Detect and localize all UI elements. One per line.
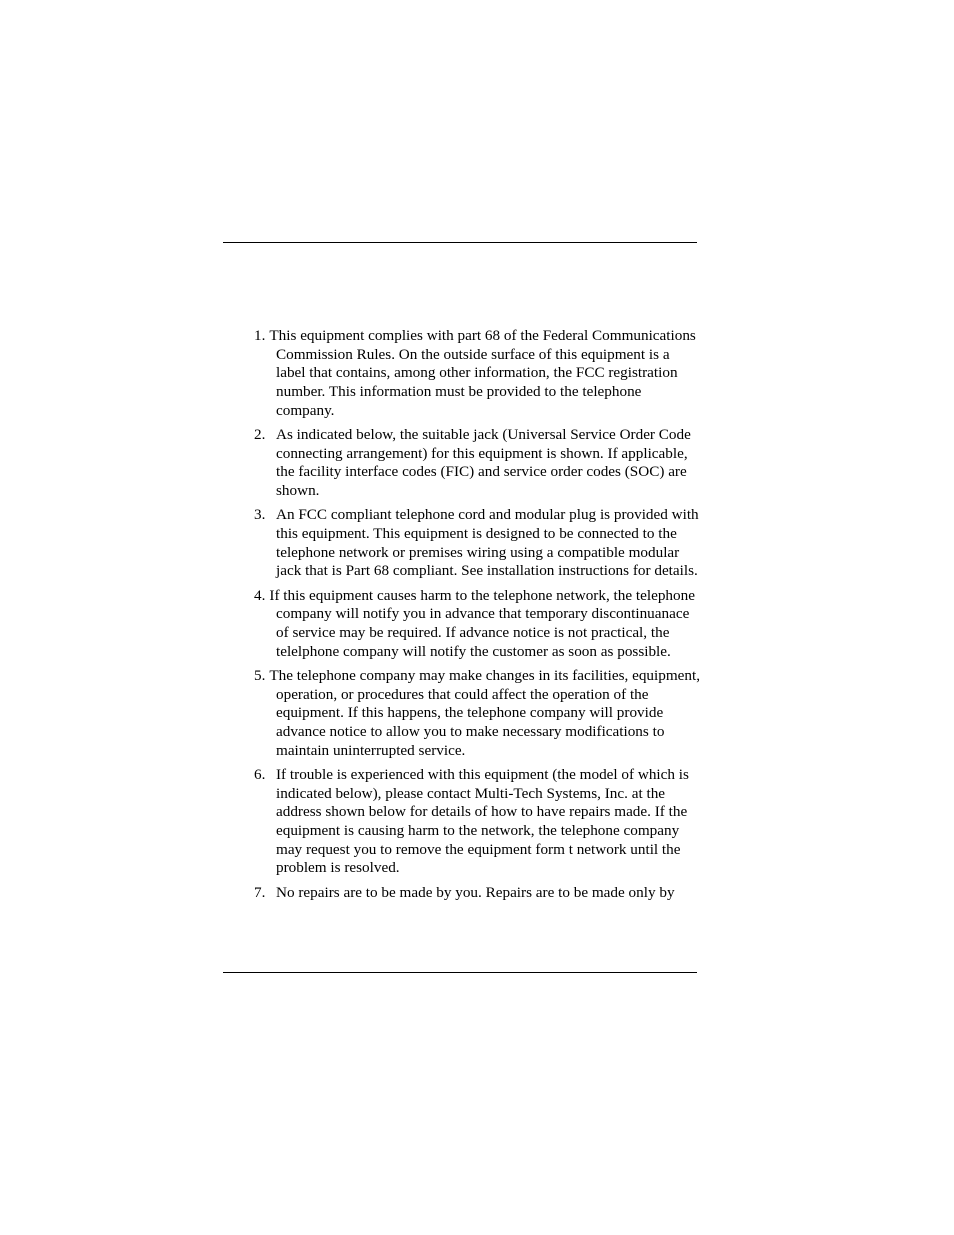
item-number: 2. <box>254 426 266 444</box>
item-number: 1. <box>254 327 266 344</box>
list-item-4 <box>254 587 700 662</box>
item-number: 5. <box>254 666 266 684</box>
list-item-6 <box>254 766 700 878</box>
item-number: 4. <box>254 586 266 604</box>
item-text: As indicated below, the suitable jack (Universal Service Order Code connecting arrangement) for this equipment is shown. If applicable, the facility interface codes (FIC) and service order codes (SOC) are shown. <box>276 426 691 500</box>
item-number: 3. <box>254 506 266 524</box>
list-item-1 <box>254 327 700 421</box>
bottom-rule <box>223 972 697 973</box>
item-text: If trouble is experienced with this equipment (the model of which is indicated below), please contact Multi-Tech Systems, Inc. at the address shown below for details of how to have repairs made. If the equipment is causing harm to the network, the telephone company may request you to remove the equipment form t network until the problem is resolved. <box>276 765 689 877</box>
item-text: An FCC compliant telephone cord and modular plug is provided with this equipment. This equipment is designed to be connected to the telephone network or premises wiring using a compatible modular jack that is Part 68 compliant. See installation instructions for details. <box>276 506 699 580</box>
list-item-5 <box>254 667 700 761</box>
list-item-3 <box>254 506 700 581</box>
item-text: If this equipment causes harm to the telephone network, the telephone company will notify you in advance that temporary discontinuanace of service may be required. If advance notice is not practical, the telelphone company will notify the customer as soon as possible. <box>269 586 695 660</box>
item-number: 7. <box>254 883 266 901</box>
item-text: This equipment complies with part 68 of the Federal Communications Commission Rules. On the outside surface of this equipment is a label that contains, among other information, the FCC registration number. This information must be provided to the telephone company. <box>269 327 696 419</box>
item-number: 6. <box>254 765 266 783</box>
list-item-7 <box>254 884 700 903</box>
top-rule <box>223 242 697 243</box>
item-text: No repairs are to be made by you. Repairs are to be made only by <box>276 883 675 901</box>
list-item-2 <box>254 426 700 501</box>
item-text: The telephone company may make changes in its facilities, equipment, operation, or procedures that could affect the operation of the equipment. If this happens, the telephone company will provide advance notice to allow you to make necessary modifications to maintain uninterrupted service. <box>269 666 700 759</box>
fcc-requirements-list <box>254 327 700 908</box>
